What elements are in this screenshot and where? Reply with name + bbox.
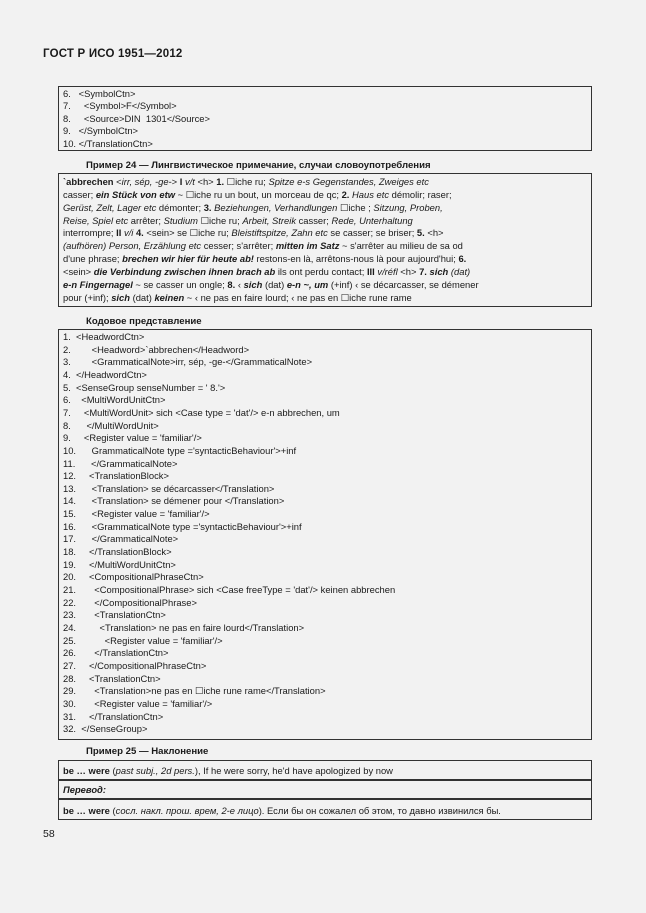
text-run: > [171,176,180,187]
code-line: 3. <GrammaticalNote>irr, sép, -ge-</GrammaticalNote> [63,356,313,368]
text-run: Spitze e-s Gegenstandes, Zweiges etc [268,176,429,187]
text-run: (dat) [262,278,287,290]
code-line: 11. </GrammaticalNote> [63,457,178,469]
code-line: 17. </GrammaticalNote> [63,533,179,545]
text-run: ). Если бы он сожалел об этом, то давно извинился бы. [258,805,501,816]
text-run: Sitzung, Proben, [373,201,443,213]
code-line: 21. <CompositionalPhrase> sich <Case freeType = 'dat'/> keinen abbrechen [63,584,396,595]
text-run: <h> [397,265,420,277]
code-line: 31. </TranslationCtn> [63,710,164,722]
code-line: 15. <Register value = 'familiar'/> [63,508,210,520]
code-line: 4. </HeadwordCtn> [63,368,147,380]
text-run: v/réfl [377,265,398,277]
code-line: 7. <Symbol>F</Symbol> [63,100,177,112]
text-run: irr, sép, -ge- [121,176,172,187]
dictionary-line [63,253,466,266]
page-number: 58 [43,828,55,840]
text-run: sich [243,278,263,290]
example-25-translation-box [58,799,592,820]
text-run: e-n Fingernagel [63,278,133,290]
code-line: 25. <Register value = 'familiar'/> [63,634,223,646]
code-line: 13. <Translation> se décarcasser</Translation> [63,482,275,494]
dictionary-line [63,215,413,228]
text-run: die Verbindung zwischen ihnen brach ab [93,265,276,277]
code-line: 1. <HeadwordCtn> [63,331,145,342]
text-run: ~ ‹ ne pas en faire lourd; ‹ ne pas en ☐iche rune rame [184,291,412,303]
code-line: 20. <CompositionalPhraseCtn> [63,571,204,583]
text-run: mitten im Satz [275,240,340,252]
text-run: cesser; s'arrêter; [201,240,276,252]
text-run: be … were [63,765,110,776]
example-25-original-box [58,760,592,780]
text-run: casser; [296,214,332,226]
text-run: Rede, Unterhaltung [331,214,413,226]
text-run: <h> [194,176,217,187]
document-header: ГОСТ Р ИСО 1951—2012 [43,48,183,60]
code-line: 5. <SenseGroup senseNumber = ' 8.'> [63,381,226,393]
text-run: Gerüst, Zelt, Lager etc [63,201,157,213]
example-25-original-text [63,765,393,776]
code-line: 12. <TranslationBlock> [63,470,169,482]
text-run: <sein> se ☐iche ru; [143,227,232,239]
text-run: (dat) [450,265,471,277]
text-run: ☐iche ru; [224,176,269,187]
text-run: démolir; raser; [389,188,452,200]
text-run: III [366,265,375,277]
code-box-continuation [58,86,592,151]
text-run: (aufhören) Person, Erzählung etc [63,240,202,252]
dictionary-line [63,176,429,189]
text-run: Haus etc [352,188,390,200]
text-run: ☐iche ru; [197,214,243,226]
text-run: ( [109,765,116,776]
text-run: (dat) [129,291,155,303]
dictionary-line [63,240,463,253]
code-line: 9. </SymbolCtn> [63,125,139,137]
text-run: Arbeit, Streik [242,214,297,226]
text-run: ils ont perdu contact; [275,265,367,277]
dictionary-line [63,189,452,202]
code-line: 29. <Translation>ne pas en ☐iche rune rame</Translation> [63,685,326,697]
example-25-caption: Пример 25 — Наклонение [86,746,209,757]
text-run: I [179,176,183,187]
text-run: Bleistiftspitze, Zahn etc [231,227,328,239]
text-run: ), If he were sorry, he'd have apologized by now [194,765,393,776]
text-run: ~ se casser un ongle; [132,278,228,290]
text-run: 1. [216,176,225,187]
text-run: 7. [419,265,427,277]
dictionary-line [63,227,444,240]
text-run: keinen [154,291,185,303]
text-run: ein Stück von etw [95,188,176,200]
code-line: 6. <SymbolCtn> [63,88,136,99]
text-run: Studium [163,214,198,226]
code-line: 10. </TranslationCtn> [63,137,153,149]
text-run: ( [109,805,116,816]
text-run: d'une phrase; [63,253,123,265]
code-line: 27. </CompositionalPhraseCtn> [63,659,207,671]
code-line: 23. <TranslationCtn> [63,609,166,621]
text-run: e-n ~, um [286,278,329,290]
text-run: arrêter; [128,214,164,226]
text-run: restons-en là, arrêtons-nous là pour aujourd'hui; [253,253,459,265]
text-run: 4. [135,227,144,239]
code-line: 24. <Translation> ne pas en faire lourd</Translation> [63,621,305,633]
text-run: ‹ [235,278,244,290]
dictionary-line [63,279,479,292]
text-run: ~ ☐iche ru un bout, un morceau de qc; [175,188,342,200]
text-run: 6. [458,253,467,265]
text-run: be … were [63,805,110,816]
code-line: 30. <Register value = 'familiar'/> [63,697,213,709]
code-representation-caption: Кодовое представление [86,316,202,327]
text-run: brechen wir hier für heute ab! [122,253,254,265]
text-run: (+inf) ‹ se décarcasser, se démener [328,278,479,290]
text-run: II [116,227,122,239]
text-run: 3. [203,201,212,213]
text-run: Reise, Spiel etc [63,214,129,226]
text-run: <h> [424,227,444,239]
code-representation-box [58,329,592,740]
code-line: 28. <TranslationCtn> [63,672,161,684]
code-line: 18. </TranslationBlock> [63,546,172,558]
code-line: 7. <MultiWordUnit> sich <Case type = 'dat'/> e-n abbrechen, um [63,406,340,418]
example-25-translation-label-box [58,780,592,799]
dictionary-entry-box [58,173,592,307]
text-run: casser; [63,188,96,200]
text-run: 5. [416,227,425,239]
code-line: 22. </CompositionalPhrase> [63,596,197,608]
example-25-translation-text [63,805,501,816]
text-run: ~ s'arrêter au milieu de sa od [339,240,463,252]
text-run: сосл. накл. прош. врем, 2-е лицо [115,805,259,816]
text-run: v/i [123,227,134,239]
dictionary-line [63,292,412,305]
example-24-caption: Пример 24 — Лингвистическое примечание, случаи словоупотребления [86,160,431,171]
translation-label: Перевод: [63,784,106,795]
text-run: démonter; [156,201,204,213]
text-run: pour (+inf); [63,291,112,303]
text-run: sich [111,291,130,303]
code-line: 8. </MultiWordUnit> [63,419,159,431]
text-run: se casser; se briser; [327,227,417,239]
text-run: 8. [227,278,236,290]
code-line: 19. </MultiWordUnitCtn> [63,558,176,570]
text-run: `abbrechen [63,176,114,187]
dictionary-line [63,266,470,279]
code-line: 10. GrammaticalNote type ='syntacticBehaviour'>+inf [63,444,297,456]
code-line: 2. <Headword>`abbrechen</Headword> [63,343,250,355]
text-run: 2. [341,188,350,200]
dictionary-line [63,202,443,215]
text-run: past subj., 2d pers. [115,765,195,776]
code-line: 26. </TranslationCtn> [63,647,169,659]
text-run: < [113,176,122,187]
text-run: sich [429,265,449,277]
code-line: 9. <Register value = 'familiar'/> [63,432,202,444]
code-line: 8. <Source>DIN 1301</Source> [63,112,210,124]
code-line: 14. <Translation> se démener pour </Translation> [63,495,285,507]
text-run: v/t [184,176,195,187]
text-run: interrompre; [63,227,117,239]
text-run: <sein> [63,265,94,277]
text-run: Beziehungen, Verhandlungen [214,201,338,213]
code-line: 32. </SenseGroup> [63,723,148,735]
text-run: ☐iche ; [337,201,374,213]
code-line: 6. <MultiWordUnitCtn> [63,394,166,406]
code-line: 16. <GrammaticalNote type ='syntacticBehaviour'>+inf [63,520,302,532]
